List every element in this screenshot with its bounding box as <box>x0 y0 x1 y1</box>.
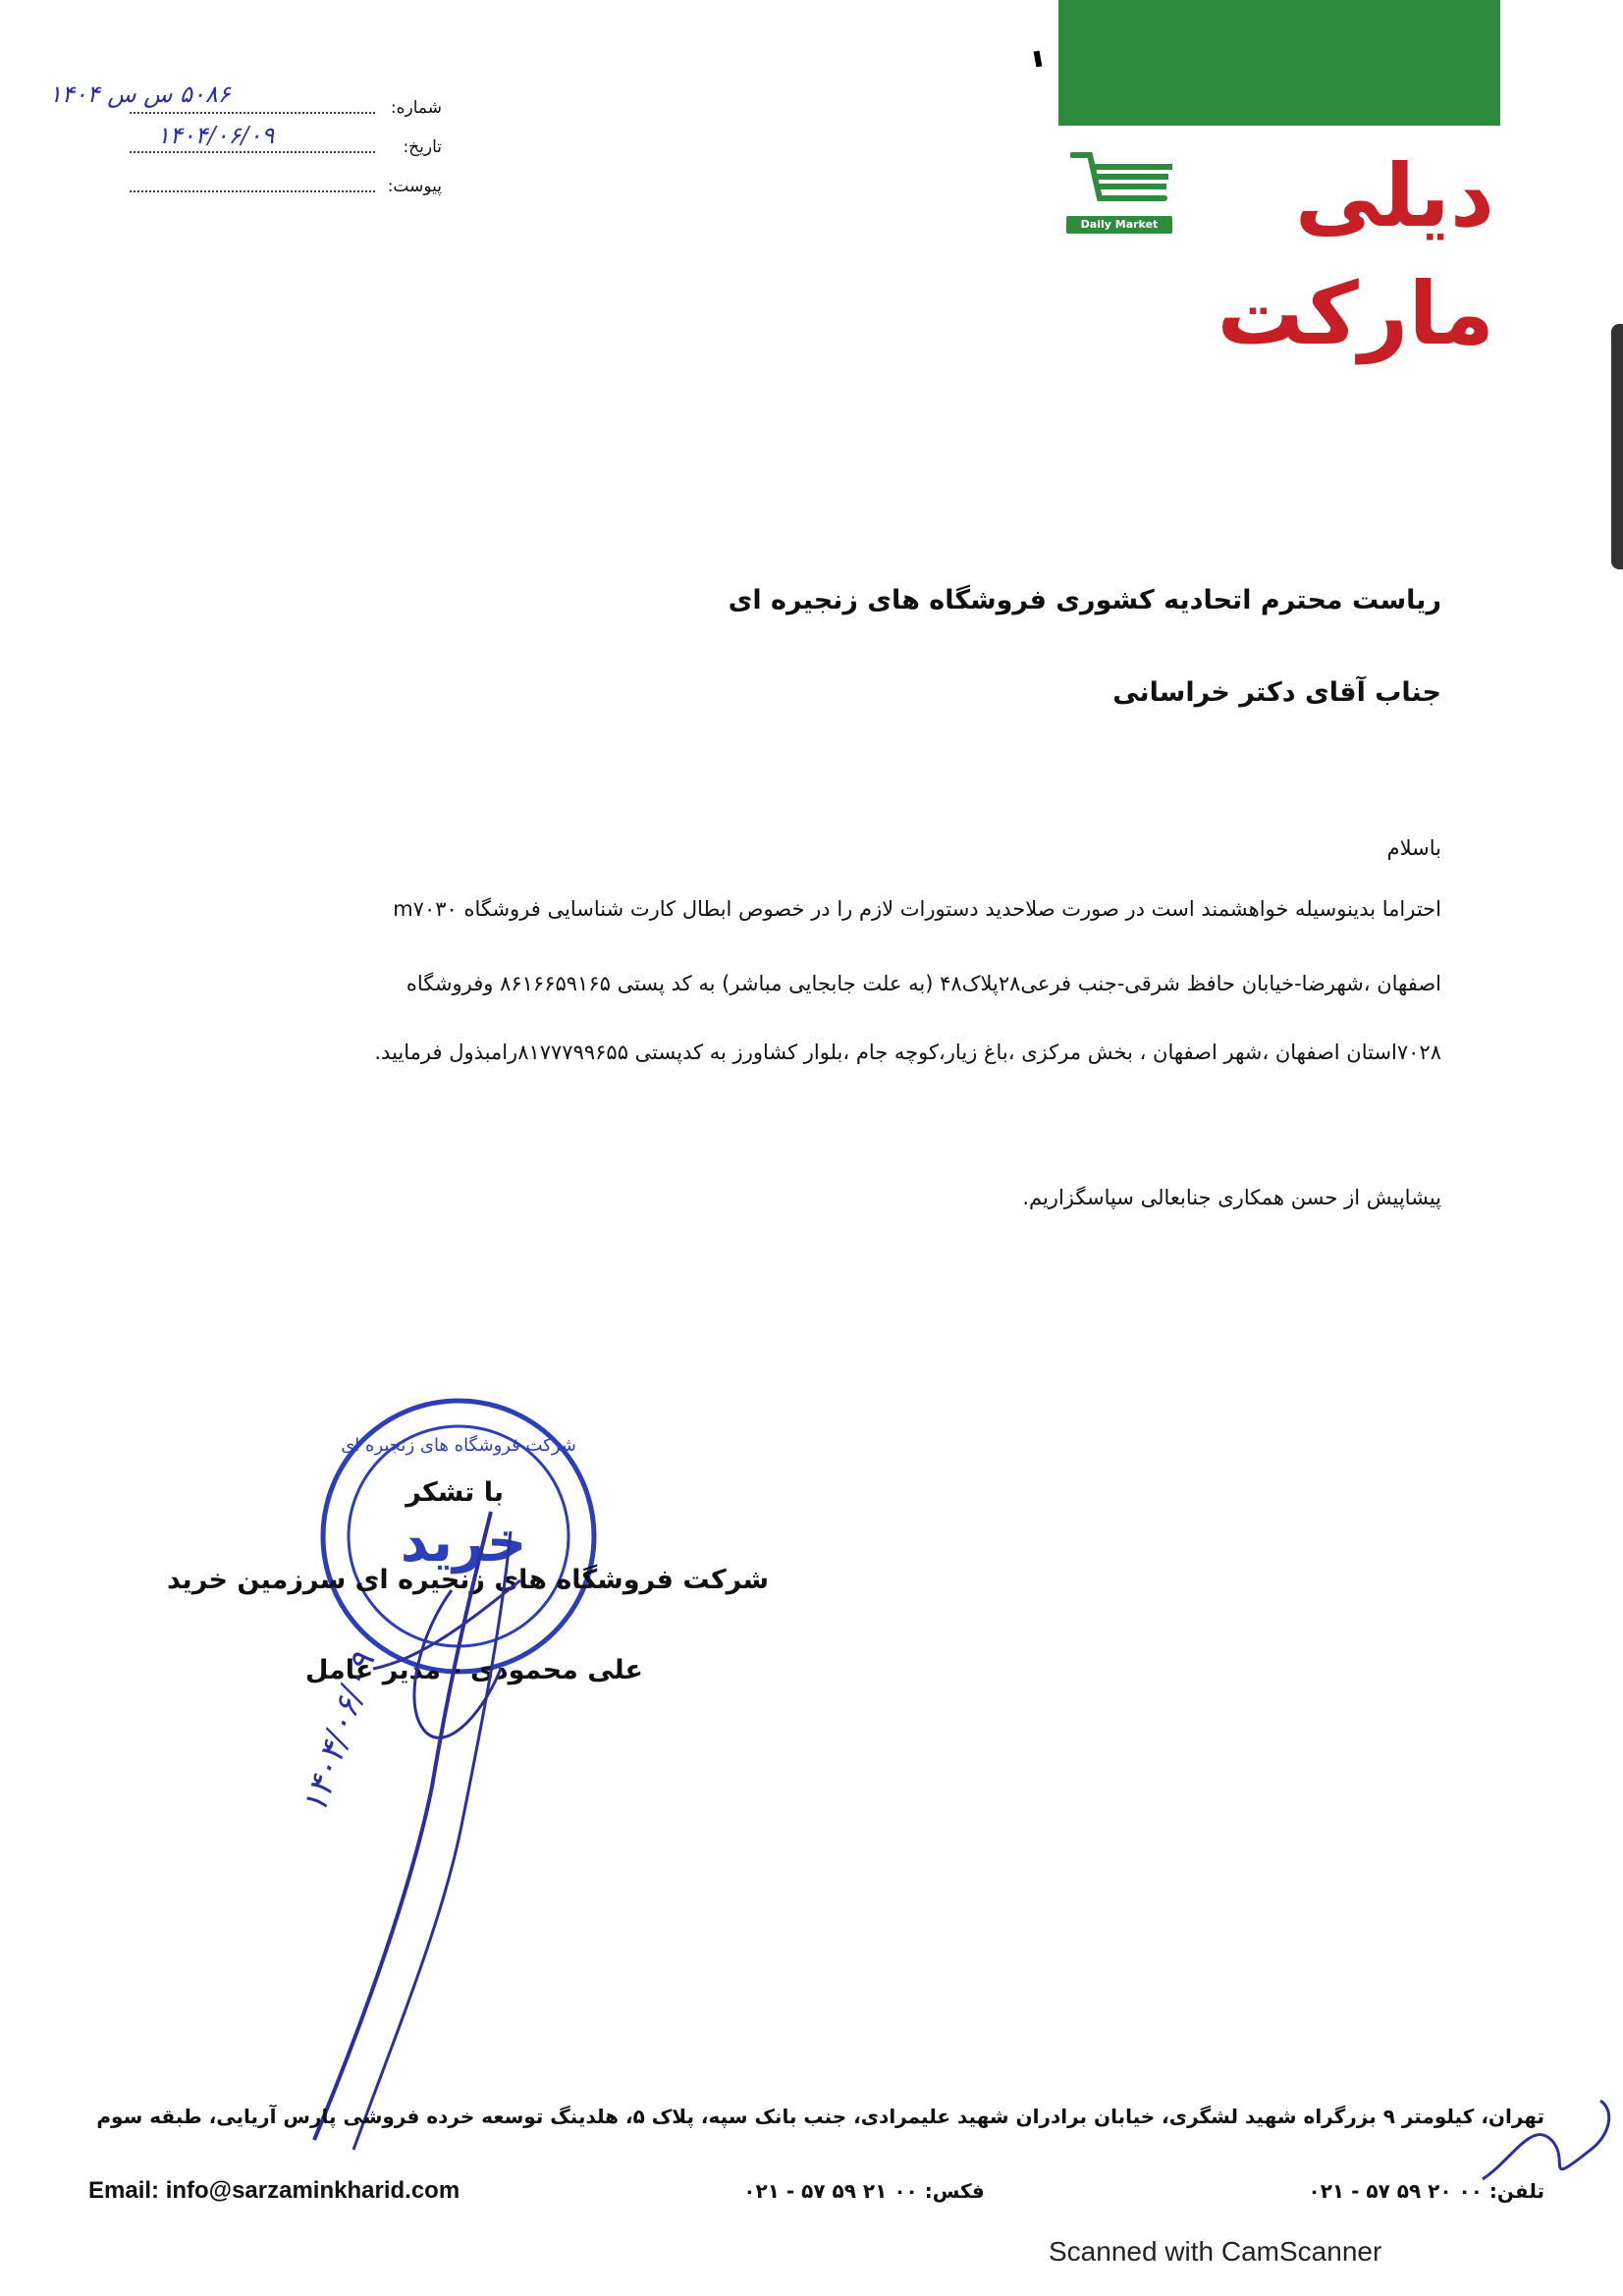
recipient-line-2: جناب آقای دکتر خراسانی <box>1112 677 1441 708</box>
handwritten-date: ۱۴۰۴/۰۶/۰۹ <box>295 1648 384 1819</box>
reference-block <box>49 80 442 204</box>
body-line-1: احتراما بدینوسیله خواهشمند است در صورت صلاحدید دستورات لازم را در خصوص ابطال کارت شناسایی فروشگاه m۷۰۳۰ <box>393 897 1441 921</box>
ref-number-label: شماره: <box>390 98 442 118</box>
greeting: باسلام <box>1386 836 1441 860</box>
footer-fax: فکس: ۰۰ ۲۱ ۵۹ ۵۷ - ۰۲۱ <box>743 2179 985 2203</box>
stamp-ring-text: شرکت فروشگاه های زنجیره ای <box>341 1435 576 1456</box>
footer-email: Email: info@sarzaminkharid.com <box>88 2177 460 2204</box>
thanks-line: با تشکر <box>406 1477 504 1508</box>
footer-phone: تلفن: ۰۰ ۲۰ ۵۹ ۵۷ - ۰۲۱ <box>1308 2179 1544 2203</box>
corner-mark <box>1034 51 1043 68</box>
ref-attachment-dots <box>130 190 375 192</box>
ref-number-row <box>49 80 442 126</box>
ref-date-dots <box>130 151 375 153</box>
ref-number-value: ۵۰۸۶ س س ۱۴۰۴ <box>49 80 231 108</box>
stamp-brand-text: خرید <box>400 1511 527 1575</box>
signer-name: علی محمودی - مدیر عامل <box>304 1655 643 1685</box>
brand-logo <box>1060 137 1512 364</box>
company-name: شرکت فروشگاه های زنجیره ای سرزمین خرید <box>166 1565 769 1595</box>
letterhead-green-band <box>1058 0 1500 126</box>
closing-line: پیشاپیش از حسن همکاری جنابعالی سپاسگزاریم. <box>1022 1186 1441 1209</box>
brand-subtitle: Daily Market <box>1066 216 1172 234</box>
ref-date-label: تاریخ: <box>403 137 442 157</box>
footer-address: تهران، کیلومتر ۹ بزرگراه شهید لشگری، خیابان برادران شهید علیمرادی، جنب بانک سپه، پلاک ۵، هلدینگ توسعه خرده فروشی پارس آریایی، طبقه سوم <box>96 2105 1544 2128</box>
body-line-3: ۷۰۲۸استان اصفهان ،شهر اصفهان ، بخش مرکزی ،باغ زیار،کوچه جام ،بلوار کشاورز به کدپستی ۸۱۷۷۷۹۹۶۵۵رامبذول فرمایید. <box>374 1041 1441 1064</box>
ref-date-value: ۱۴۰۴/۰۶/۰۹ <box>157 122 275 149</box>
camscanner-watermark: Scanned with CamScanner <box>1049 2236 1382 2267</box>
ref-attachment-row <box>108 165 442 204</box>
ref-number-dots <box>130 112 375 114</box>
body-line-2: اصفهان ،شهرضا-خیابان حافظ شرقی-جنب فرعی۲۸پلاک۴۸ (به علت جابجایی مباشر) به کد پستی ۸۶۱۶۶۵۹۱۶۵ وفروشگاه <box>406 972 1441 995</box>
recipient-line-1: ریاست محترم اتحادیه کشوری فروشگاه های زنجیره ای <box>728 585 1441 615</box>
brand-name: دیلی مارکت <box>1217 145 1494 364</box>
ref-attachment-label: پیوست: <box>387 177 442 196</box>
scan-edge-shadow <box>1611 324 1623 569</box>
footer-initials-scribble <box>1473 2081 1620 2199</box>
ref-date-row <box>108 122 442 165</box>
